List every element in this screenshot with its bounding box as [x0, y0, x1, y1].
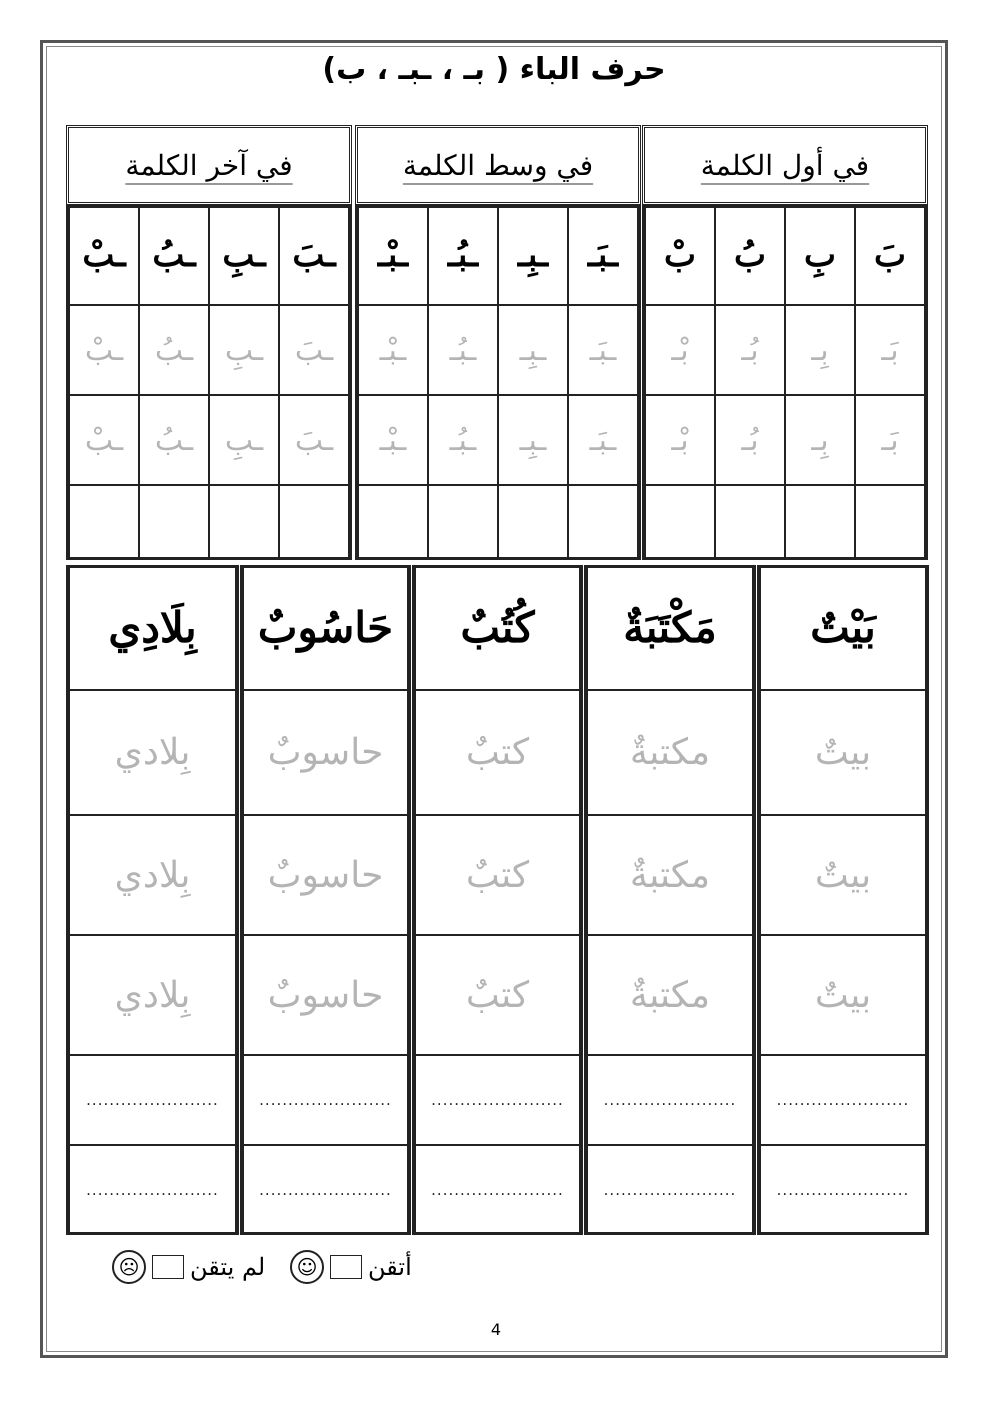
evaluation-mastered	[290, 1250, 412, 1284]
dotted-trace-word: بيتٌ	[814, 974, 872, 1016]
dotted-trace-letter: ـبْ	[84, 332, 124, 368]
section-header-label: في آخر الكلمة	[125, 148, 293, 182]
word-writing-line[interactable]	[415, 1145, 580, 1235]
trace-cell[interactable]	[69, 305, 139, 395]
dotted-trace-letter: ـبَـ	[589, 422, 617, 458]
word-writing-line[interactable]	[243, 1055, 408, 1145]
section-header-label: في وسط الكلمة	[402, 148, 594, 182]
writing-cell[interactable]	[69, 485, 139, 560]
dotted-trace-word: بِلادي	[114, 854, 191, 896]
section-header-label: في أول الكلمة	[700, 148, 870, 182]
trace-cell[interactable]	[209, 305, 279, 395]
dotted-trace-word: بِلادي	[114, 732, 191, 773]
dotted-trace-word: كتبٌ	[465, 974, 530, 1016]
word-cell	[69, 565, 236, 690]
letter-cell	[498, 205, 568, 305]
section-header-0	[642, 125, 928, 205]
dotted-line: .......................	[431, 1181, 564, 1199]
word-trace-cell[interactable]	[69, 935, 236, 1055]
word-writing-line[interactable]	[69, 1055, 236, 1145]
word-trace-cell[interactable]	[415, 815, 580, 935]
dotted-trace-word: كتبٌ	[465, 732, 530, 773]
word-writing-line[interactable]	[69, 1145, 236, 1235]
dotted-trace-letter: ـبِـ	[519, 332, 547, 368]
letter-cell	[645, 205, 715, 305]
word-text: مَكْتَبَةٌ	[623, 603, 717, 652]
page-number: 4	[490, 1320, 502, 1339]
trace-cell[interactable]	[498, 305, 568, 395]
word-writing-line[interactable]	[587, 1055, 753, 1145]
word-text: حَاسُوبٌ	[257, 603, 394, 652]
trace-cell[interactable]	[785, 395, 855, 485]
letter-cell	[358, 205, 428, 305]
letter-form: ـبَـ	[587, 235, 619, 275]
trace-cell[interactable]	[715, 395, 785, 485]
writing-cell[interactable]	[498, 485, 568, 560]
trace-cell[interactable]	[139, 305, 209, 395]
writing-cell[interactable]	[645, 485, 715, 560]
dotted-trace-letter: ـبُـ	[449, 422, 477, 458]
dotted-line: .......................	[259, 1091, 392, 1109]
word-writing-line[interactable]	[243, 1145, 408, 1235]
word-text: بِلَادِي	[108, 603, 197, 652]
smile-icon: ☺	[290, 1250, 324, 1284]
word-trace-cell[interactable]	[760, 935, 926, 1055]
letter-cell	[785, 205, 855, 305]
trace-cell[interactable]	[498, 395, 568, 485]
word-trace-cell[interactable]	[760, 815, 926, 935]
dotted-trace-letter: بِـ	[811, 332, 829, 368]
dotted-trace-letter: بْـ	[671, 332, 689, 368]
letter-form: ـبُـ	[447, 235, 479, 275]
trace-cell[interactable]	[715, 305, 785, 395]
writing-cell[interactable]	[358, 485, 428, 560]
word-cell	[760, 565, 926, 690]
word-trace-cell[interactable]	[243, 935, 408, 1055]
word-cell	[415, 565, 580, 690]
dotted-trace-word: مكتبةٌ	[629, 732, 711, 773]
evaluation-not-mastered	[112, 1250, 265, 1284]
page-title: حرف الباء ( بـ ، ـبـ ، ب)	[322, 52, 666, 87]
dotted-trace-letter: ـبِـ	[519, 422, 547, 458]
word-trace-cell[interactable]	[69, 690, 236, 815]
letter-form: ـبِـ	[517, 235, 549, 275]
letter-cell	[279, 205, 349, 305]
section-header-2	[66, 125, 352, 205]
section-header-1	[355, 125, 641, 205]
letter-cell	[568, 205, 638, 305]
dotted-trace-letter: ـبُ	[154, 332, 194, 368]
word-cell	[587, 565, 753, 690]
trace-cell[interactable]	[855, 305, 925, 395]
word-writing-line[interactable]	[760, 1055, 926, 1145]
letter-cell	[855, 205, 925, 305]
dotted-trace-word: كتبٌ	[465, 854, 530, 896]
dotted-line: .......................	[259, 1181, 392, 1199]
word-trace-cell[interactable]	[415, 935, 580, 1055]
dotted-line: .......................	[86, 1181, 219, 1199]
writing-cell[interactable]	[568, 485, 638, 560]
word-cell	[243, 565, 408, 690]
dotted-trace-word: حاسوبٌ	[267, 854, 384, 896]
dotted-trace-word: بيتٌ	[814, 732, 872, 773]
dotted-line: .......................	[431, 1091, 564, 1109]
letter-form: بِ	[803, 235, 836, 275]
trace-cell[interactable]	[358, 395, 428, 485]
letter-cell	[139, 205, 209, 305]
trace-cell[interactable]	[785, 305, 855, 395]
writing-cell[interactable]	[139, 485, 209, 560]
word-writing-line[interactable]	[760, 1145, 926, 1235]
trace-cell[interactable]	[645, 395, 715, 485]
letter-cell	[69, 205, 139, 305]
dotted-trace-letter: ـبْ	[84, 422, 124, 458]
word-trace-cell[interactable]	[243, 690, 408, 815]
dotted-trace-word: حاسوبٌ	[267, 732, 384, 773]
trace-cell[interactable]	[568, 395, 638, 485]
dotted-trace-word: بيتٌ	[814, 854, 872, 896]
dotted-trace-word: بِلادي	[114, 974, 191, 1016]
dotted-trace-word: مكتبةٌ	[629, 974, 711, 1016]
writing-cell[interactable]	[785, 485, 855, 560]
dotted-trace-word: مكتبةٌ	[629, 854, 711, 896]
trace-cell[interactable]	[69, 395, 139, 485]
trace-cell[interactable]	[568, 305, 638, 395]
writing-cell[interactable]	[855, 485, 925, 560]
letter-form: بَ	[873, 235, 906, 275]
word-trace-cell[interactable]	[587, 815, 753, 935]
trace-cell[interactable]	[645, 305, 715, 395]
word-trace-cell[interactable]	[243, 815, 408, 935]
dotted-trace-letter: ـبْـ	[379, 422, 407, 458]
writing-cell[interactable]	[428, 485, 498, 560]
dotted-trace-letter: ـبُـ	[449, 332, 477, 368]
dotted-trace-letter: بْـ	[671, 422, 689, 458]
letter-form: ـبِ	[222, 235, 266, 275]
mastered-label: أتقن	[368, 1253, 412, 1281]
letter-form: ـبْ	[82, 235, 126, 275]
dotted-trace-letter: بُـ	[741, 422, 759, 458]
trace-cell[interactable]	[428, 305, 498, 395]
dotted-line: .......................	[776, 1091, 910, 1109]
dotted-trace-letter: بُـ	[741, 332, 759, 368]
trace-cell[interactable]	[428, 395, 498, 485]
dotted-trace-letter: ـبَ	[294, 332, 334, 368]
not-mastered-label: لم يتقن	[190, 1253, 266, 1281]
mastered-checkbox[interactable]	[330, 1255, 362, 1279]
word-text: كُتُبٌ	[460, 603, 535, 652]
dotted-line: .......................	[776, 1181, 910, 1199]
frown-icon: ☹	[112, 1250, 146, 1284]
letter-form: ـبَ	[292, 235, 336, 275]
dotted-trace-letter: ـبَ	[294, 422, 334, 458]
trace-cell[interactable]	[279, 395, 349, 485]
trace-cell[interactable]	[209, 395, 279, 485]
word-writing-line[interactable]	[587, 1145, 753, 1235]
dotted-line: .......................	[603, 1091, 737, 1109]
trace-cell[interactable]	[358, 305, 428, 395]
dotted-trace-letter: ـبْـ	[379, 332, 407, 368]
word-writing-line[interactable]	[415, 1055, 580, 1145]
letter-form: بْ	[663, 235, 696, 275]
trace-cell[interactable]	[279, 305, 349, 395]
writing-cell[interactable]	[715, 485, 785, 560]
dotted-trace-letter: بَـ	[881, 422, 899, 458]
dotted-trace-letter: ـبِ	[224, 422, 264, 458]
letter-cell	[209, 205, 279, 305]
letter-form: ـبْـ	[377, 235, 409, 275]
dotted-trace-letter: ـبُ	[154, 422, 194, 458]
letter-form: بُ	[733, 235, 766, 275]
word-text: بَيْتٌ	[810, 603, 876, 652]
letter-cell	[715, 205, 785, 305]
dotted-trace-word: حاسوبٌ	[267, 974, 384, 1016]
dotted-trace-letter: بَـ	[881, 332, 899, 368]
letter-cell	[428, 205, 498, 305]
writing-cell[interactable]	[209, 485, 279, 560]
dotted-trace-letter: ـبِ	[224, 332, 264, 368]
trace-cell[interactable]	[139, 395, 209, 485]
word-trace-cell[interactable]	[587, 935, 753, 1055]
trace-cell[interactable]	[855, 395, 925, 485]
dotted-line: .......................	[603, 1181, 737, 1199]
dotted-line: .......................	[86, 1091, 219, 1109]
word-trace-cell[interactable]	[760, 690, 926, 815]
dotted-trace-letter: بِـ	[811, 422, 829, 458]
word-trace-cell[interactable]	[587, 690, 753, 815]
writing-cell[interactable]	[279, 485, 349, 560]
not-mastered-checkbox[interactable]	[152, 1255, 184, 1279]
word-trace-cell[interactable]	[69, 815, 236, 935]
word-trace-cell[interactable]	[415, 690, 580, 815]
letter-form: ـبُ	[152, 235, 196, 275]
dotted-trace-letter: ـبَـ	[589, 332, 617, 368]
